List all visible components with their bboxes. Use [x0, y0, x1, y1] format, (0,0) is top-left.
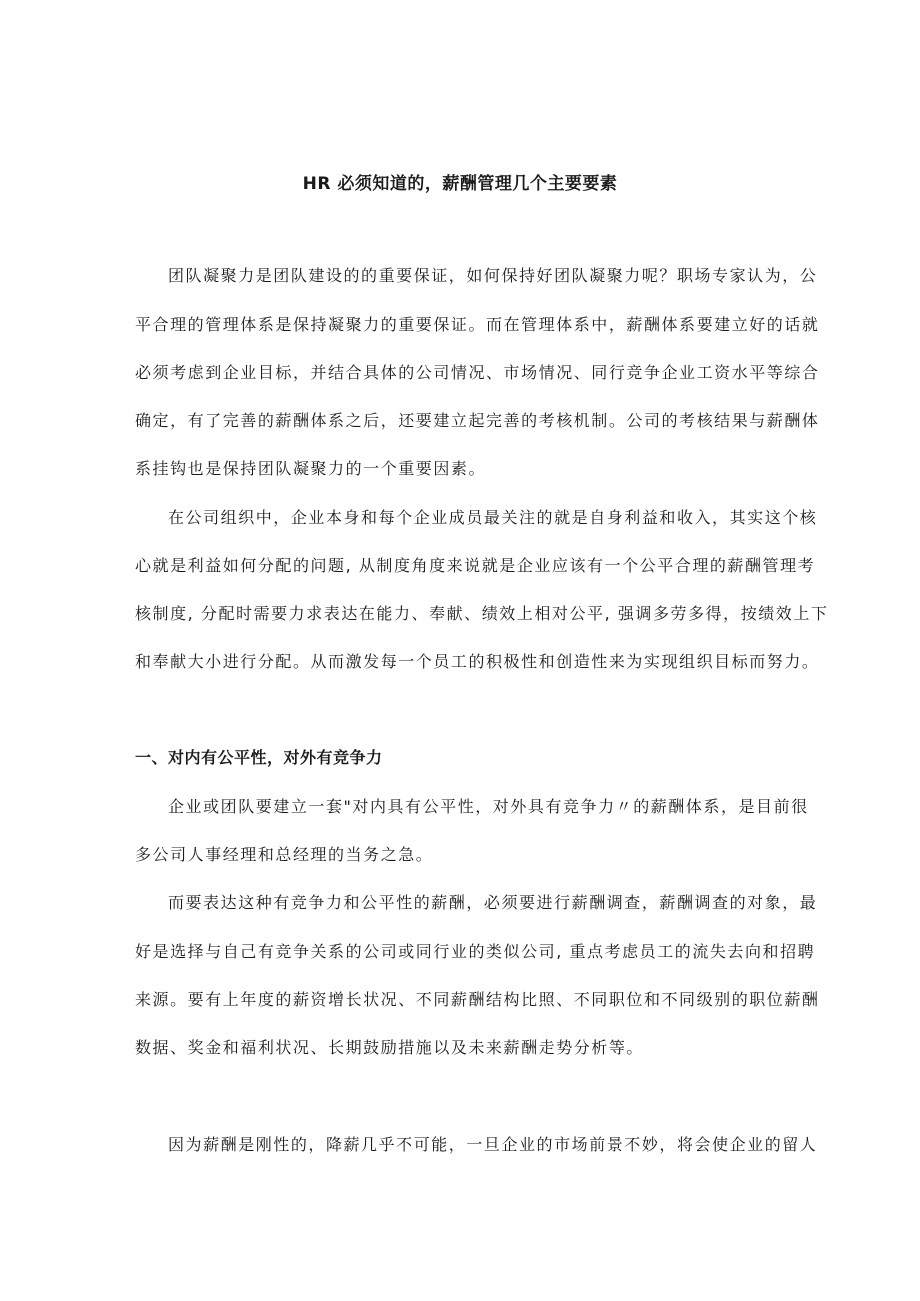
- paragraph-2-line-1: 在公司组织中，企业本身和每个企业成员最关注的就是自身利益和收入，其实这个核: [168, 508, 818, 527]
- paragraph-1-line-2: 平合理的管理体系是保持凝聚力的重要保证。而在管理体系中，薪酬体系要建立好的话就: [135, 315, 820, 334]
- paragraph-4-line-4: 数据、奖金和福利状况、长期鼓励措施以及未来薪酬走势分析等。: [135, 1038, 644, 1057]
- paragraph-1-line-5: 系挂钩也是保持团队凝聚力的一个重要因素。: [135, 459, 487, 478]
- document-title: HR 必须知道的，薪酬管理几个主要要素: [302, 174, 618, 194]
- paragraph-5-line-1: 因为薪酬是刚性的，降薪几乎不可能，一旦企业的市场前景不妙，将会使企业的留人: [168, 1135, 818, 1154]
- paragraph-2-line-2: 心就是利益如何分配的问题, 从制度角度来说就是企业应该有一个公平合理的薪酬管理考: [135, 556, 816, 575]
- section-1-heading: 一、对内有公平性，对外有竞争力: [135, 748, 383, 767]
- paragraph-2-line-3: 核制度, 分配时需要力求表达在能力、奉献、绩效上相对公平, 强调多劳多得，按绩效上下: [135, 604, 829, 623]
- paragraph-4-line-3: 来源。要有上年度的薪资增长状况、不同薪酬结构比照、不同职位和不同级别的职位薪酬: [135, 990, 820, 1009]
- paragraph-1-line-3: 必须考虑到企业目标，并结合具体的公司情况、市场情况、同行竞争企业工资水平等综合: [135, 363, 820, 382]
- paragraph-1-line-4: 确定，有了完善的薪酬体系之后，还要建立起完善的考核机制。公司的考核结果与薪酬体: [135, 411, 820, 430]
- paragraph-4-line-2: 好是选择与自己有竞争关系的公司或同行业的类似公司, 重点考虑员工的流失去向和招聘: [135, 942, 816, 961]
- paragraph-1-line-1: 团队凝聚力是团队建设的的重要保证，如何保持好团队凝聚力呢？职场专家认为，公: [168, 266, 818, 285]
- paragraph-3-line-1: 企业或团队要建立一套"对内具有公平性，对外具有竞争力〃的薪酬体系，是目前很: [168, 797, 809, 816]
- paragraph-4-line-1: 而要表达这种有竞争力和公平性的薪酬，必须要进行薪酬调查，薪酬调查的对象，最: [168, 893, 818, 912]
- paragraph-3-line-2: 多公司人事经理和总经理的当务之急。: [135, 845, 434, 864]
- paragraph-2-line-4: 和奉献大小进行分配。从而激发每一个员工的积极性和创造性来为实现组织目标而努力。: [135, 652, 820, 671]
